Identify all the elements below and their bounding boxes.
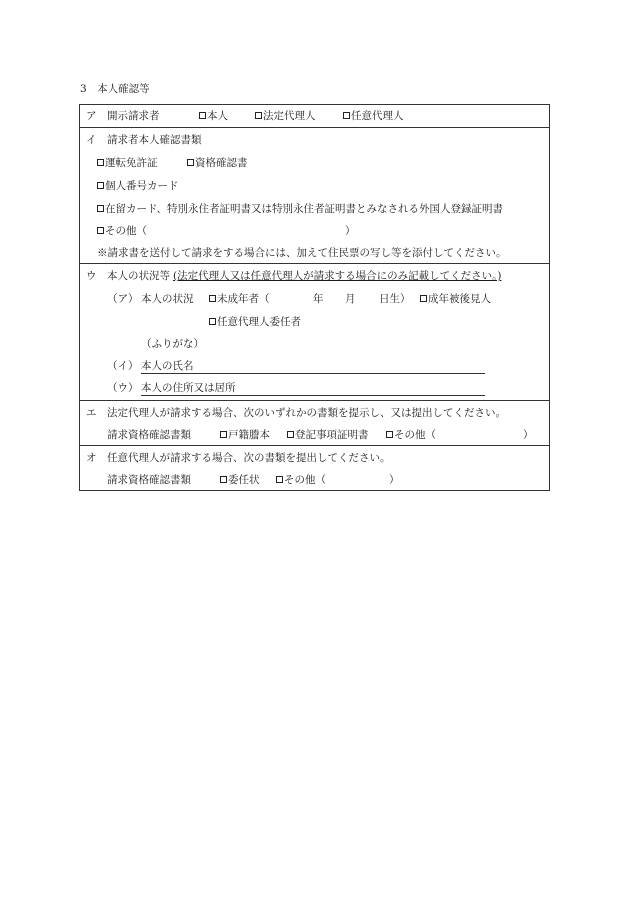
checkbox-icon[interactable]	[97, 159, 104, 166]
subitem-number: （ウ）	[107, 382, 139, 394]
checkbox-icon[interactable]	[187, 159, 194, 166]
checkbox-principal[interactable]: 本人	[199, 111, 228, 122]
checkbox-family-register[interactable]: 戸籍謄本	[220, 430, 270, 441]
checkbox-icon[interactable]	[287, 431, 294, 438]
checkbox-icon[interactable]	[343, 112, 350, 119]
checkbox-power-of-attorney[interactable]: 委任状	[220, 475, 260, 486]
subitem-number: （イ）	[107, 360, 139, 372]
checkbox-other-document[interactable]: その他（	[97, 226, 147, 237]
principal-status-title: 本人の状況等	[107, 270, 170, 282]
principal-name-label: 本人の氏名	[141, 360, 194, 372]
principal-status-label: 本人の状況	[141, 293, 194, 305]
item-number: ア	[86, 110, 97, 122]
checkbox-icon[interactable]	[276, 476, 283, 483]
checkbox-icon[interactable]	[420, 295, 427, 302]
principal-address-label: 本人の住所又は居所	[141, 382, 236, 394]
item-number: イ	[86, 134, 97, 146]
principal-address-field[interactable]	[141, 395, 485, 396]
checkbox-principal-of-agent[interactable]: 任意代理人委任者	[209, 317, 301, 328]
item-number: エ	[86, 407, 97, 419]
checkbox-icon[interactable]	[97, 182, 104, 189]
other-close-paren: ）	[389, 474, 400, 486]
checkbox-residence-card[interactable]: 在留カード、特別永住者証明書又は特別永住者証明書とみなされる外国人登録証明書	[97, 204, 503, 215]
checkbox-drivers-license[interactable]: 運転免許証	[97, 158, 158, 169]
docs-label: 請求資格確認書類	[107, 429, 191, 441]
other-close-paren: ）	[523, 429, 534, 441]
checkbox-icon[interactable]	[199, 112, 206, 119]
checkbox-icon[interactable]	[209, 318, 216, 325]
furigana-label: （ふりがな）	[141, 338, 204, 350]
other-close-paren: ）	[345, 225, 356, 237]
voluntary-agent-documents-section	[79, 445, 550, 491]
identity-documents-section	[79, 127, 550, 264]
principal-status-note: (法定代理人又は任意代理人が請求する場合にのみ記載してください。)	[173, 270, 502, 282]
checkbox-icon[interactable]	[220, 431, 227, 438]
checkbox-mynumber-card[interactable]: 個人番号カード	[97, 181, 179, 192]
checkbox-icon[interactable]	[220, 476, 227, 483]
identity-documents-title: 請求者本人確認書類	[107, 134, 202, 146]
checkbox-other-document[interactable]: その他（	[386, 430, 436, 441]
checkbox-registry-certificate[interactable]: 登記事項証明書	[287, 430, 369, 441]
checkbox-icon[interactable]	[255, 112, 262, 119]
birth-month-label: 月	[345, 293, 356, 305]
requester-label: 開示請求者	[107, 110, 160, 122]
checkbox-icon[interactable]	[386, 431, 393, 438]
legal-agent-documents-section	[79, 400, 550, 446]
principal-status-section	[79, 263, 550, 401]
docs-label: 請求資格確認書類	[107, 474, 191, 486]
item-number: ウ	[86, 270, 97, 282]
birth-year-label: 年	[313, 293, 324, 305]
subitem-number: （ア）	[107, 293, 139, 305]
mailing-note: ※請求書を送付して請求をする場合には、加えて住民票の写し等を添付してください。	[97, 247, 507, 259]
checkbox-icon[interactable]	[97, 227, 104, 234]
section-heading: 3 本人確認等	[80, 83, 150, 95]
checkbox-adult-ward[interactable]: 成年被後見人	[420, 294, 491, 305]
checkbox-minor[interactable]: 未成年者（	[209, 294, 270, 305]
checkbox-other-document[interactable]: その他（	[276, 475, 326, 486]
checkbox-icon[interactable]	[97, 205, 104, 212]
checkbox-icon[interactable]	[209, 295, 216, 302]
checkbox-qualification-certificate[interactable]: 資格確認書	[187, 158, 248, 169]
legal-agent-instruction: 法定代理人が請求する場合、次のいずれかの書類を提示し、又は提出してください。	[107, 407, 506, 419]
checkbox-legal-agent[interactable]: 法定代理人	[255, 111, 316, 122]
checkbox-voluntary-agent[interactable]: 任意代理人	[343, 111, 404, 122]
voluntary-agent-instruction: 任意代理人が請求する場合、次の書類を提出してください。	[107, 452, 391, 464]
principal-name-field[interactable]	[141, 373, 485, 374]
item-number: オ	[86, 452, 97, 464]
birth-day-label: 日生）	[379, 293, 411, 305]
requester-section	[79, 104, 550, 128]
